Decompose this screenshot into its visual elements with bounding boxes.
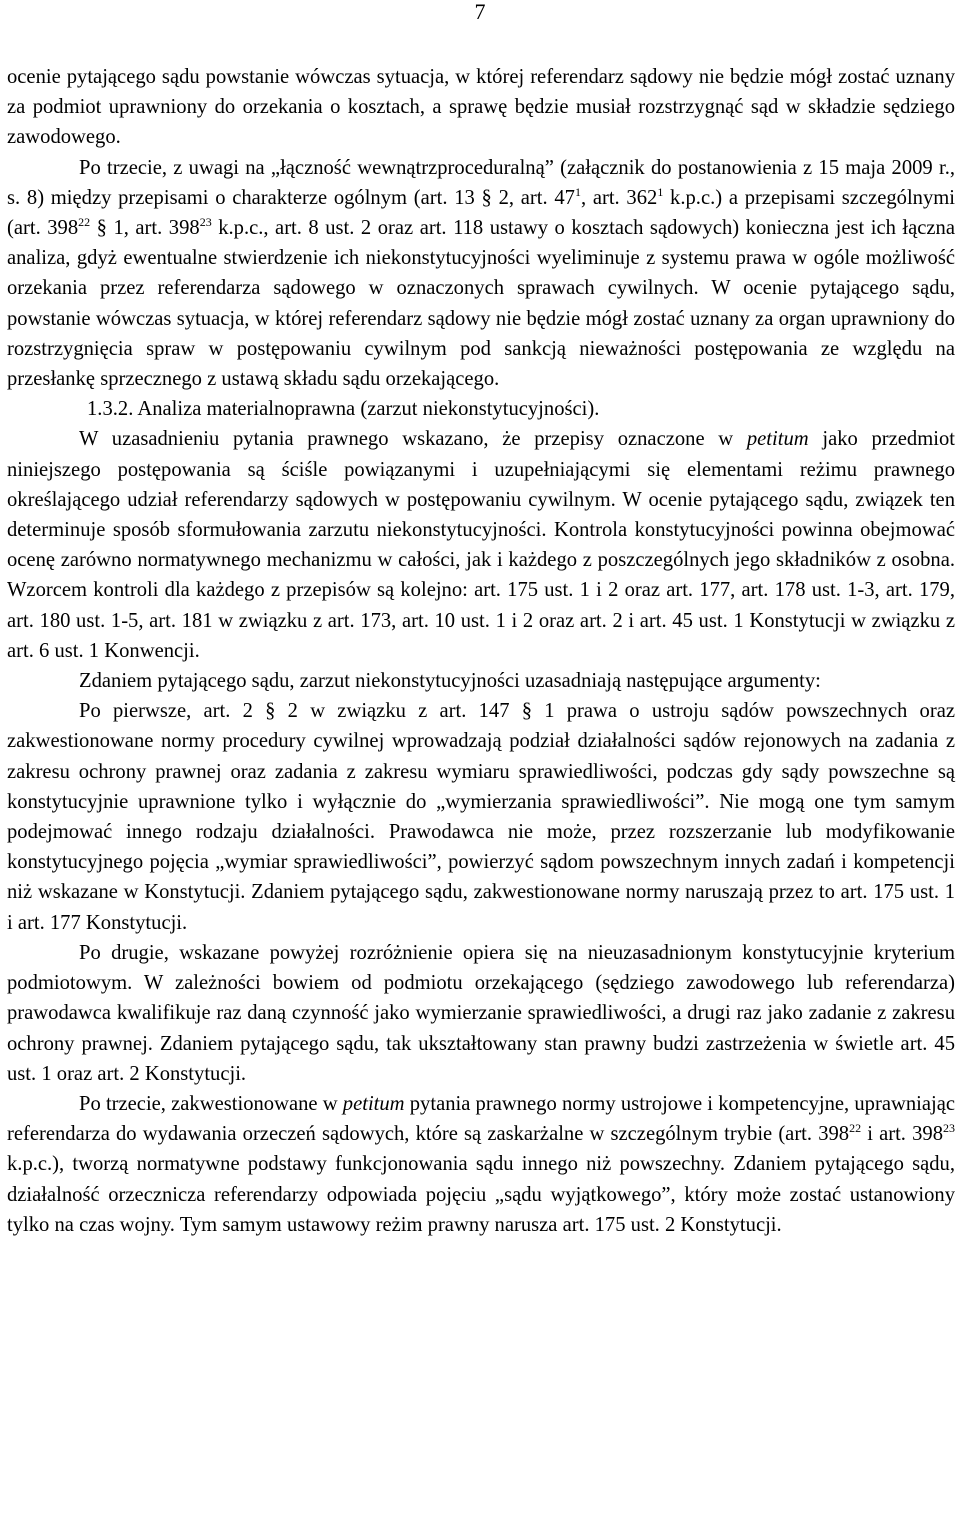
superscript: 22	[78, 215, 91, 230]
superscript: 23	[943, 1121, 955, 1136]
superscript: 1	[574, 184, 581, 199]
section-heading: 1.3.2. Analiza materialnoprawna (zarzut niekonstytucyjności).	[87, 398, 600, 421]
paragraph-continuation: ocenie pytającego sądu powstanie wówczas sytuacja, w której referendarz sądowy nie będzie mógł zostać uznany za podmiot uprawniony do orzekania o kosztach, a sprawę będzie musiał rozstrzygnąć sąd w składzie sędziego zawodowego.	[7, 66, 955, 149]
page-number: 7	[474, 0, 486, 24]
superscript: 23	[199, 215, 212, 230]
document-body	[7, 62, 955, 1240]
paragraph-second-argument: Po drugie, wskazane powyżej rozróżnienie opiera się na nieuzasadnionym konstytucyjnie kryterium podmiotowym. W zależności bowiem od podmiotu orzekającego (sędziego zawodowego lub referendarza) prawodawca kwalifikuje raz daną czynność jako wymierzanie sprawiedliwości, a drugi raz jako zadanie z zakresu ochrony prawnej. Zdaniem pytającego sądu, tak ukształtowany stan prawny budzi zastrzeżenia w świetle art. 45 ust. 1 oraz art. 2 Konstytucji.	[7, 941, 955, 1085]
paragraph-arguments-intro: Zdaniem pytającego sądu, zarzut niekonstytucyjności uzasadniają następujące argumenty:	[79, 670, 821, 693]
superscript: 1	[657, 184, 664, 199]
paragraph-third-argument-preliminary: Po trzecie, z uwagi na „łączność wewnątrzproceduralną” (załącznik do postanowienia z 15 maja 2009 r., s. 8) między przepisami o charakterze ogólnym (art. 13 § 2, art. $47^1$, art. $362^1$ k.p.c.) a przepisami szczególnymi (art. $398^{22}$ § 1, art. $398^{23}$ k.p.c., art. 8 ust. 2 oraz art. 118 ustawy o kosztach sądowych) konieczna jest ich łączna analiza, gdyż ewentualne stwierdzenie ich niekonstytucyjności wyeliminuje z systemu prawa w ogóle możliwość orzekania przez referendarza sądowego w oznaczonych sprawach cywilnych. W ocenie pytającego sądu, powstanie wówczas sytuacja, w której referendarz sądowy nie będzie mógł zostać uznany za organ uprawniony do rozstrzygnięcia spraw w postępowaniu cywilnym pod sankcją nieważności postępowania ze względu na przesłankę sprzecznego z ustawą składu sądu orzekającego.	[7, 156, 955, 391]
paragraph-first-argument: Po pierwsze, art. 2 § 2 w związku z art. 147 § 1 prawa o ustroju sądów powszechnych oraz zakwestionowane normy procedury cywilnej wprowadzają podział działalności sądów rejonowych na zadania z zakresu ochrony prawnej oraz zadania z zakresu wymiaru sprawiedliwości, podczas gdy sądy powszechne są konstytucyjnie uprawnione tylko i wyłącznie do „wymierzania sprawiedliwości”. Nie mogą one tym samym podejmować innego rodzaju działalności. Prawodawca nie może, przez rozszerzanie lub modyfikowanie konstytucyjnego pojęcia „wymiar sprawiedliwości”, powierzyć sądom powszechnym innych zadań i kompetencji niż wskazane w Konstytucji. Zdaniem pytającego sądu, zakwestionowane normy naruszają przez to art. 175 ust. 1 i art. 177 Konstytucji.	[7, 700, 955, 934]
superscript: 22	[849, 1121, 862, 1136]
paragraph-third-argument: Po trzecie, zakwestionowane w petitum pytania prawnego normy ustrojowe i kompetencyjne, uprawniając referendarza do wydawania orzeczeń sądowych, które są zaskarżalne w szczególnym trybie (art. $398^{22}$ i art. $398^{23}$ k.p.c.), tworzą normatywne podstawy funkcjonowania sądu innego niż powszechny. Zdaniem pytającego sądu, działalność orzecznicza referendarzy odpowiada pojęciu „sądu wyjątkowego”, który może zostać ustanowiony tylko na czas wojny. Tym samym ustawowy reżim prawny narusza art. 175 ust. 2 Konstytucji.	[7, 1092, 955, 1236]
paragraph-justification: W uzasadnieniu pytania prawnego wskazano, że przepisy oznaczone w petitum jako przedmiot niniejszego postępowania są ściśle powiązanymi i uzupełniającymi się elementami reżimu prawnego określającego udział referendarzy sądowych w postępowaniu cywilnym. W ocenie pytającego sądu, związek ten determinuje sposób sformułowania zarzutu niekonstytucyjności. Kontrola konstytucyjności powinna obejmować ocenę zarówno normatywnego mechanizmu w całości, jak i każdego z poszczególnych jego składników z osobna. Wzorcem kontroli dla każdego z przepisów są kolejno: art. 175 ust. 1 i 2 oraz art. 177, art. 178 ust. 1-3, art. 179, art. 180 ust. 1-5, art. 181 w związku z art. 173, art. 10 ust. 1 i 2 oraz art. 2 i art. 45 ust. 1 Konstytucji w związku z art. 6 ust. 1 Konwencji.	[7, 428, 955, 662]
